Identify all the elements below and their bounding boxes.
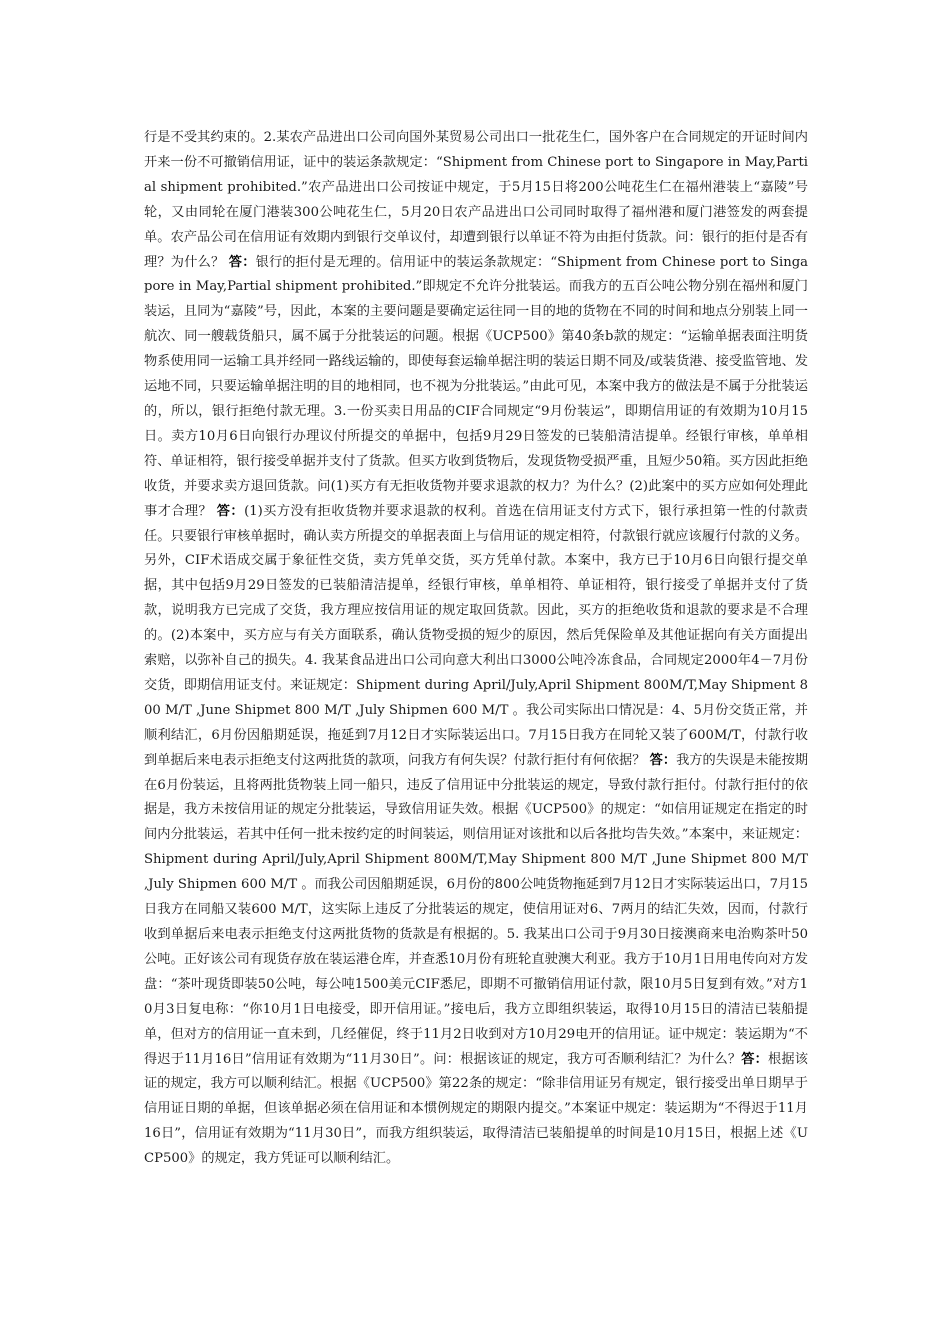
body-paragraph-segment: 根据该证的规定，我方可以顺利结汇。根据《UCP500》第22条的规定：“除非信用证另有规定，银行接受出单日期早于信用证日期的单据，但该单据必须在信用证和本惯例规定的期限内提交。”本案证中规定：装运期为“不得迟于11月16日”，信用证有效期为“11月30日”，而我方组织装运，取得清洁已装船提单的时间是10月15日，根据上述《UCP500》的规定，我方凭证可以顺利结汇。 [144,1051,808,1167]
answer-label: 答： [228,254,256,270]
answer-label: 答： [741,1051,769,1067]
body-paragraph-segment: 银行的拒付是无理的。信用证中的装运条款规定：“Shipment from Chinese port to Singapore in May,Partial shipment prohibited.”即规定不允许分批装运。而我方的五百公吨公物分别在福州和厦门装运，且同为“嘉陵”号，因此，本案的主要问题是要确定运往同一目的地的货物在不同的时间和地点分别装上同一航次、同一艘载货船只，属不属于分批装运的问题。根据《UCP500》第40条b款的规定：“运输单据表面注明货物系使用同一运输工具并经同一路线运输的，即使每套运输单据注明的装运日期不同及/或装货港、接受监管地、发运地不同，只要运输单据注明的目的地相同，也不视为分批装运。”由此可见，本案中我方的做法是不属于分批装运的，所以，银行拒绝付款无理。3.一份买卖日用品的CIF合同规定“9月份装运”，即期信用证的有效期为10月15日。卖方10月6日向银行办理议付所提交的单据中，包括9月29日签发的已装船清洁提单。经银行审核，单单相符、单证相符，银行接受单据并支付了货款。但买方收到货物后，发现货物受损严重，且短少50箱。买方因此拒绝收货，并要求卖方退回货款。问(1)买方有无拒收货物并要求退款的权力？为什么？(2)此案中的买方应如何处理此事才合理？ [144,254,809,519]
body-paragraph-segment: (1)买方没有拒收货物并要求退款的权利。首选在信用证支付方式下，银行承担第一性的付款责任。只要银行审核单据时，确认卖方所提交的单据表面上与信用证的规定相符，付款银行就应该履行付款的义务。另外，CIF术语成交属于象征性交货，卖方凭单交货，买方凭单付款。本案中，我方已于10月6日向银行提交单据，其中包括9月29日签发的已装船清洁提单，经银行审核，单单相符、单证相符，银行接受了单据并支付了货款，说明我方已完成了交货，我方理应按信用证的规定取回货款。因此，买方的拒绝收货和退款的要求是不合理的。(2)本案中，买方应与有关方面联系，确认货物受损的短少的原因，然后凭保险单及其他证据向有关方面提出索赔，以弥补自己的损失。4. 我某食品进出口公司向意大利出口3000公吨冷冻食品，合同规定2000年4－7月份交货，即期信用证支付。来证规定：Shipment during April/July,April Shipment 800M/T,May Shipment 800 M/T ,June Shipmet 800 M/T ,July Shipmen 600 M/T 。我公司实际出口情况是：4、5月份交货正常，并顺利结汇，6月份因船期延误，拖延到7月12日才实际装运出口。7月15日我方在同轮又装了600M/T，付款行收到单据后来电表示拒绝支付这两批货的款项，问我方有何失误？付款行拒付有何依据？ [144,503,808,768]
answer-label: 答： [649,752,677,768]
answer-label: 答： [216,503,245,519]
body-paragraph-segment: 我方的失误是未能按期在6月份装运，且将两批货物装上同一船只，违反了信用证中分批装运的规定，导致付款行拒付。付款行拒付的依据是，我方未按信用证的规定分批装运，导致信用证失效。根据《UCP500》的规定：“如信用证规定在指定的时间内分批装运，若其中任何一批未按约定的时间装运，则信用证对该批和以后各批均告失效。”本案中，来证规定：Shipment during April/July,April Shipment 800M/T,May Shipment 800 M/T ,June Shipmet 800 M/T ,July Shipmen 600 M/T 。而我公司因船期延误，6月份的800公吨货物拖延到7月12日才实际装运出口，7月15日我方在同船又装600 M/T，这实际上违反了分批装运的规定，使信用证对6、7两月的结汇失效，因而，付款行收到单据后来电表示拒绝支付这两批货物的货款是有根据的。5. 我某出口公司于9月30日接澳商来电治购茶叶50公吨。正好该公司有现货存放在装运港仓库，并查悉10月份有班轮直驶澳大利亚。我方于10月1日用电传向对方发盘：“茶叶现货即装50公吨，每公吨1500美元CIF悉尼，即期不可撤销信用证付款，限10月5日复到有效。”对方10月3日复电称：“你10月1日电接受，即开信用证。”接电后，我方立即组织装运，取得10月15日的清洁已装船提单，但对方的信用证一直未到，几经催促，终于11月2日收到对方10月29电开的信用证。证中规定：装运期为“不得迟于11月16日”信用证有效期为“11月30日”。问：根据该证的规定，我方可否顺利结汇？为什么？ [144,752,809,1067]
body-text [144,126,808,1172]
body-paragraph-segment: 行是不受其约束的。2.某农产品进出口公司向国外某贸易公司出口一批花生仁，国外客户在合同规定的开证时间内开来一份不可撤销信用证，证中的装运条款规定：“Shipment from Chinese port to Singapore in May,Partial shipment prohibited.”农产品进出口公司按证中规定，于5月15日将200公吨花生仁在福州港装上“嘉陵”号轮，又由同轮在厦门港装300公吨花生仁，5月20日农产品进出口公司同时取得了福州港和厦门港签发的两套提单。农产品公司在信用证有效期内到银行交单议付，却遭到银行以单证不符为由拒付货款。问：银行的拒付是否有理？为什么？ [144,130,808,270]
